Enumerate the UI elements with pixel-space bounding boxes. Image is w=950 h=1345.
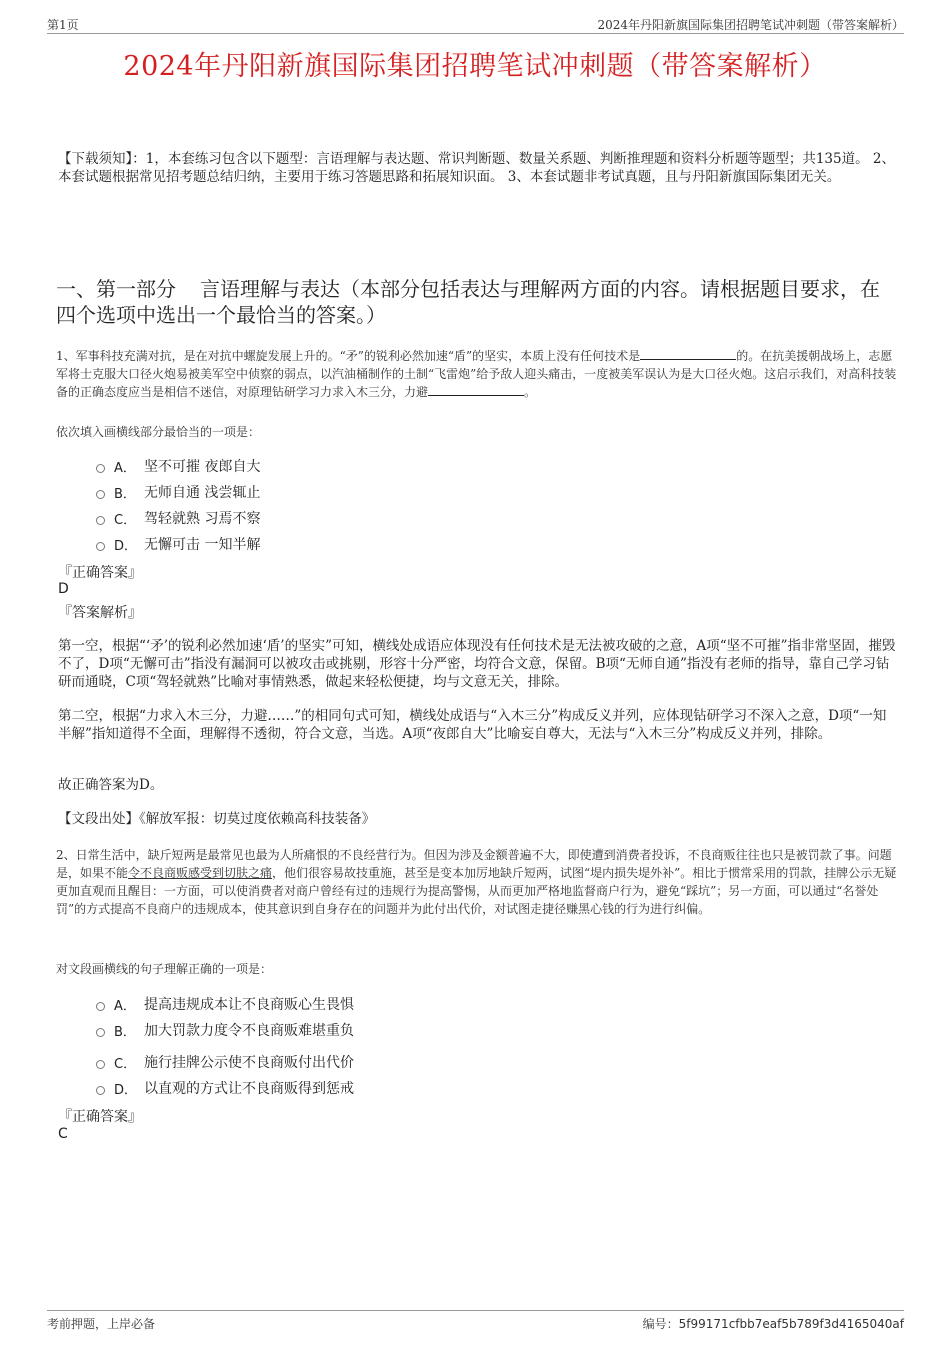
answer-label: 『正确答案』 — [58, 1109, 142, 1125]
radio-icon[interactable] — [96, 516, 105, 525]
option-b[interactable]: B． 加大罚款力度令不良商贩难堪重负 — [96, 1020, 354, 1040]
radio-icon[interactable] — [96, 1086, 105, 1095]
fill-blank-2 — [428, 383, 524, 396]
answer-value: C — [58, 1126, 68, 1142]
question-1-text: 1、军事科技充满对抗，是在对抗中螺旋发展上升的。“矛”的锐利必然加速“盾”的坚实，本质上没有任何技术是 的。在抗美援朝战场上，志愿军将士克服大口径火炮易被美军空中侦察的弱点，以汽油桶制作的土制“飞雷炮”给予敌人迎头痛击，一度被美军误认为是大口径火炮。这启示我们，对高科技装备的正确态度应当是相信不迷信，对原理钻研学习力求入木三分，力避 。 — [56, 349, 897, 399]
radio-icon[interactable] — [96, 1060, 105, 1069]
option-a[interactable]: A． 提高违规成本让不良商贩心生畏惧 — [96, 994, 354, 1014]
answer-value: D — [58, 581, 69, 597]
answer-label: 『正确答案』 — [58, 565, 142, 581]
page-footer — [47, 1310, 904, 1331]
document-title: 2024年丹阳新旗国际集团招聘笔试冲刺题（带答案解析） — [123, 51, 827, 82]
option-d[interactable]: D． 以直观的方式让不良商贩得到惩戒 — [96, 1078, 354, 1098]
passage-source: 【文段出处】《解放军报：切莫过度依赖高科技装备》 — [58, 811, 376, 827]
page-number: 第1页 — [47, 18, 79, 32]
radio-icon[interactable] — [96, 490, 105, 499]
radio-icon[interactable] — [96, 542, 105, 551]
section-heading — [56, 276, 896, 328]
question-1-prompt: 依次填入画横线部分最恰当的一项是： — [56, 425, 261, 439]
question-2-text: 2、日常生活中，缺斤短两是最常见也最为人所痛恨的不良经营行为。但因为涉及金额普遍不大，即使遭到消费者投诉，不良商贩往往也只是被罚款了事。问题是，如果不能令不良商贩感受到切肤之痛，他们很容易故技重施，甚至是变本加厉地缺斤短两，试图“堤内损失堤外补”。相比于惯常采用的罚款，挂牌公示无疑更加直观而且醒目：一方面，可以使消费者对商户曾经有过的违规行为提高警惕，从而更加严格地监督商户行为，避免“踩坑”；另一方面，可以通过“名誉处罚”的方式提高不良商户的违规成本，使其意识到自身存在的问题并为此付出代价，对试图走捷径赚黑心钱的行为进行纠偏。 — [56, 848, 897, 916]
option-a[interactable]: A． 坚不可摧 夜郎自大 — [96, 456, 260, 476]
document-serial: 编号：5f99171cfbb7eaf5b789f3d4165040af — [642, 1317, 904, 1331]
header-doc-title: 2024年丹阳新旗国际集团招聘笔试冲刺题（带答案解析） — [597, 18, 904, 32]
radio-icon[interactable] — [96, 464, 105, 473]
footer-slogan: 考前押题，上岸必备 — [47, 1317, 156, 1331]
radio-icon[interactable] — [96, 1028, 105, 1037]
fill-blank-1 — [640, 347, 736, 360]
question-2-prompt: 对文段画横线的句子理解正确的一项是： — [56, 962, 273, 976]
download-notice: 【下载须知】：1，本套练习包含以下题型：言语理解与表达题、常识判断题、数量关系题、判断推理题和资料分析题等题型；共135道。 2、本套试题根据常见招考题总结归纳，主要用于练习答题思路和拓展知识面。 3、本套试题非考试真题，且与丹阳新旗国际集团无关。 — [58, 151, 895, 185]
analysis-paragraph-2: 第二空，根据“力求入木三分，力避……”的相同句式可知，横线处成语与“入木三分”构成反义并列，应体现钻研学习不深入之意，D项“一知半解”指知道得不全面，理解得不透彻，符合文意，当选。A项“夜郎自大”比喻妄自尊大，无法与“入木三分”构成反义并列，排除。 — [58, 708, 887, 742]
page-header — [47, 14, 904, 34]
analysis-paragraph-1: 第一空，根据“‘矛’的锐利必然加速‘盾’的坚实”可知，横线处成语应体现没有任何技术是无法被攻破的之意，A项“坚不可摧”指非常坚固，摧毁不了，D项“无懈可击”指没有漏洞可以被攻击或挑剔，形容十分严密，均符合文意，保留。B项“无师自通”指没有老师的指导，靠自己学习钻研而通晓，C项“驾轻就熟”比喻对事情熟悉，做起来轻松便捷，均与文意无关，排除。 — [58, 638, 896, 690]
option-b[interactable]: B． 无师自通 浅尝辄止 — [96, 482, 260, 502]
option-c[interactable]: C． 驾轻就熟 习焉不察 — [96, 508, 260, 528]
underlined-sentence: 令不良商贩感受到切肤之痛 — [128, 866, 273, 880]
option-c[interactable]: C． 施行挂牌公示使不良商贩付出代价 — [96, 1052, 354, 1072]
analysis-label: 『答案解析』 — [58, 605, 142, 621]
section-description: 言语理解与表达（本部分包括表达与理解两方面的内容。请根据题目要求，在四个选项中选出一个最恰当的答案。） — [56, 277, 880, 327]
answer-conclusion: 故正确答案为D。 — [58, 777, 164, 793]
radio-icon[interactable] — [96, 1002, 105, 1011]
option-d[interactable]: D． 无懈可击 一知半解 — [96, 534, 260, 554]
serial-number: 5f99171cfbb7eaf5b789f3d4165040af — [678, 1317, 904, 1331]
section-number: 一、第一部分 — [56, 277, 176, 301]
